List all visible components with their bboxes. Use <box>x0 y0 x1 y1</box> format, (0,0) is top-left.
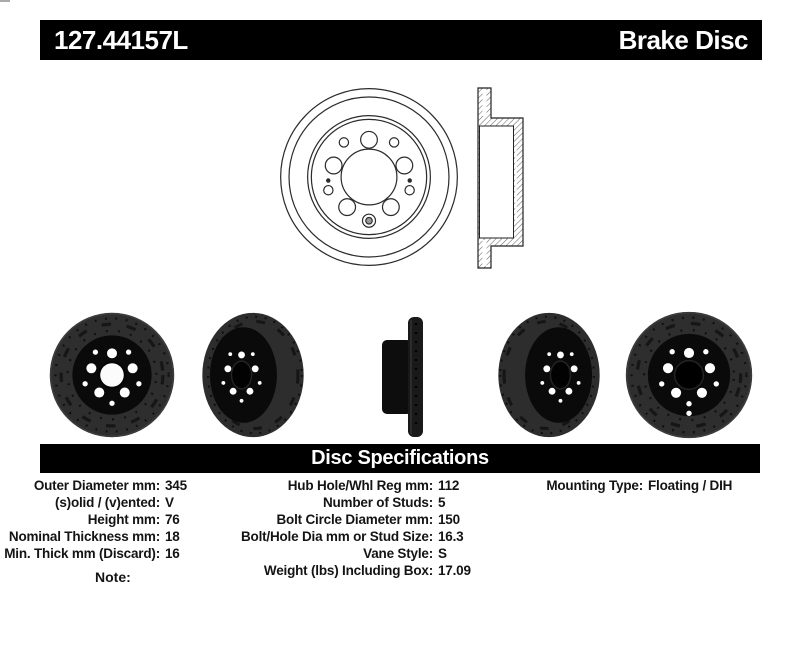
spec-row <box>0 528 187 545</box>
spec-value: 345 <box>165 478 187 493</box>
spec-label: Min. Thick mm (Discard): <box>4 546 160 561</box>
part-number: 127.44157L <box>54 24 188 55</box>
spec-column-dimensions <box>0 477 187 562</box>
spec-row <box>230 528 471 545</box>
spec-row <box>480 477 732 494</box>
spec-value: 5 <box>438 495 446 510</box>
brake-disc-cross-section-drawing <box>473 86 537 270</box>
rotor-angled-right-photo <box>493 310 605 440</box>
spec-value: 16 <box>165 546 180 561</box>
scan-artifact <box>0 0 10 2</box>
spec-label: Bolt Circle Diameter mm: <box>276 512 433 527</box>
spec-row <box>0 477 187 494</box>
spec-row <box>0 511 187 528</box>
spec-row <box>230 477 471 494</box>
spec-section-title: Disc Specifications <box>311 447 489 469</box>
spec-value: 112 <box>438 478 460 493</box>
spec-label: (s)olid / (v)ented: <box>55 495 160 510</box>
spec-value: 17.09 <box>438 563 471 578</box>
spec-label: Weight (lbs) Including Box: <box>263 563 433 578</box>
spec-row <box>230 494 471 511</box>
spec-label: Nominal Thickness mm: <box>8 529 160 544</box>
spec-value: 76 <box>165 512 180 527</box>
brake-disc-front-drawing <box>276 84 462 270</box>
spec-label: Mounting Type: <box>546 478 643 493</box>
spec-value: V <box>165 495 174 510</box>
header-bar <box>40 20 762 60</box>
spec-value: S <box>438 546 447 561</box>
spec-label: Vane Style: <box>363 546 433 561</box>
spec-value: 150 <box>438 512 460 527</box>
spec-value: Floating / DIH <box>648 478 733 493</box>
rotor-angled-left-photo <box>197 310 309 440</box>
note-label: Note: <box>95 569 131 585</box>
spec-row <box>230 545 471 562</box>
spec-row <box>0 545 187 562</box>
spec-label: Outer Diameter mm: <box>33 478 160 493</box>
spec-column-hub <box>230 477 471 579</box>
spec-row <box>0 494 187 511</box>
rotor-front-photo <box>46 309 178 441</box>
spec-label: Hub Hole/Whl Reg mm: <box>287 478 433 493</box>
rotor-side-profile-photo <box>381 316 425 438</box>
spec-value: 18 <box>165 529 180 544</box>
spec-value: 16.3 <box>438 529 464 544</box>
spec-label: Bolt/Hole Dia mm or Stud Size: <box>240 529 433 544</box>
spec-section-header <box>40 444 760 473</box>
spec-label: Height mm: <box>87 512 160 527</box>
spec-label: Number of Studs: <box>322 495 433 510</box>
spec-row <box>230 562 471 579</box>
rotor-back-photo <box>622 308 756 442</box>
spec-row <box>230 511 471 528</box>
product-type: Brake Disc <box>618 24 748 55</box>
spec-column-mounting <box>480 477 732 494</box>
